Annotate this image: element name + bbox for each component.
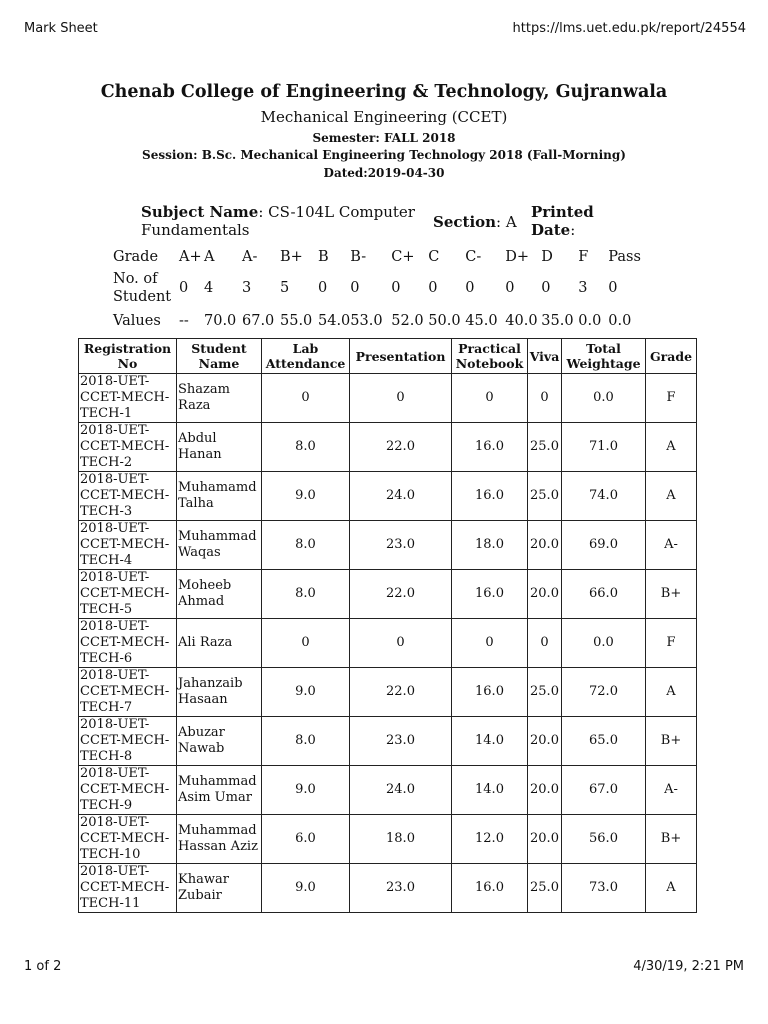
practical-notebook-cell: 16.0 (452, 864, 528, 913)
print-datetime: 4/30/19, 2:21 PM (633, 959, 744, 974)
grade-label: D+ (505, 249, 530, 265)
grade-value: 45.0 (465, 313, 498, 329)
grade-value: 0.0 (578, 313, 602, 329)
grade-cell: B+ (646, 717, 697, 766)
student-count-label: No. of Student (113, 271, 172, 305)
presentation-cell: 22.0 (350, 570, 452, 619)
total-weightage-cell: 69.0 (562, 521, 646, 570)
grade-label: C+ (391, 249, 415, 265)
table-row (79, 423, 697, 472)
practical-notebook-cell: 18.0 (452, 521, 528, 570)
page-number: 1 of 2 (24, 959, 62, 974)
student-count: 0 (608, 280, 618, 296)
grade-label: F (578, 249, 589, 265)
registration-no-cell: 2018-UET-CCET-MECH-TECH-3 (79, 472, 177, 521)
viva-cell: 20.0 (528, 717, 562, 766)
lab-attendance-cell: 8.0 (262, 570, 350, 619)
table-row (79, 619, 697, 668)
session-line: Session: B.Sc. Mechanical Engineering Technology 2018 (Fall-Morning) (142, 148, 626, 162)
presentation-cell: 23.0 (350, 864, 452, 913)
student-count: 3 (242, 280, 252, 296)
grade-row (113, 246, 644, 268)
registration-no-cell: 2018-UET-CCET-MECH-TECH-9 (79, 766, 177, 815)
values-row (113, 308, 644, 334)
grade-value: 53.0 (350, 313, 383, 329)
presentation-cell: 24.0 (350, 766, 452, 815)
total-weightage-cell: 56.0 (562, 815, 646, 864)
student-name-cell: Muhammad Waqas (177, 521, 262, 570)
student-count-row (113, 268, 644, 308)
total-weightage-cell: 0.0 (562, 619, 646, 668)
table-row (79, 521, 697, 570)
grade-value: 54.0 (318, 313, 351, 329)
presentation-header: Presentation (350, 339, 452, 374)
student-name-cell: Abuzar Nawab (177, 717, 262, 766)
grade-label: C- (465, 249, 482, 265)
practical-notebook-cell: 16.0 (452, 472, 528, 521)
student-name-cell: Moheeb Ahmad (177, 570, 262, 619)
registration-no-cell: 2018-UET-CCET-MECH-TECH-10 (79, 815, 177, 864)
table-row (79, 668, 697, 717)
grade-label: B+ (280, 249, 303, 265)
viva-header: Viva (528, 339, 562, 374)
grade-value: 40.0 (505, 313, 538, 329)
section-value: : A (496, 213, 517, 231)
grade-value: 55.0 (280, 313, 313, 329)
viva-cell: 25.0 (528, 472, 562, 521)
registration-no-cell: 2018-UET-CCET-MECH-TECH-1 (79, 374, 177, 423)
student-name-cell: Muhamamd Talha (177, 472, 262, 521)
grade-value: 50.0 (428, 313, 461, 329)
student-count: 4 (204, 280, 214, 296)
practical-notebook-cell: 14.0 (452, 717, 528, 766)
marks-table-header (79, 339, 697, 374)
presentation-cell: 23.0 (350, 521, 452, 570)
subject-info (141, 203, 431, 239)
grade-value: 35.0 (541, 313, 574, 329)
marks-table (78, 338, 697, 913)
viva-cell: 25.0 (528, 668, 562, 717)
registration-no-cell: 2018-UET-CCET-MECH-TECH-8 (79, 717, 177, 766)
student-count: 0 (541, 280, 551, 296)
viva-cell: 20.0 (528, 766, 562, 815)
student-name-cell: Khawar Zubair (177, 864, 262, 913)
table-row (79, 815, 697, 864)
student-count: 0 (465, 280, 475, 296)
registration-no-cell: 2018-UET-CCET-MECH-TECH-11 (79, 864, 177, 913)
semester-line: Semester: FALL 2018 (312, 131, 456, 145)
table-row (79, 766, 697, 815)
table-row (79, 472, 697, 521)
viva-cell: 20.0 (528, 815, 562, 864)
printed-date-info (531, 203, 611, 239)
lab-attendance-cell: 0 (262, 374, 350, 423)
grade-cell: A (646, 864, 697, 913)
lab-attendance-cell: 9.0 (262, 668, 350, 717)
student-count: 5 (280, 280, 290, 296)
grade-label: C (428, 249, 440, 265)
lab-attendance-cell: 9.0 (262, 472, 350, 521)
practical-notebook-cell: 0 (452, 619, 528, 668)
total-weightage-cell: 66.0 (562, 570, 646, 619)
grade-cell: A (646, 423, 697, 472)
values-row-label: Values (113, 313, 161, 329)
student-name-cell: Abdul Hanan (177, 423, 262, 472)
practical-notebook-cell: 16.0 (452, 570, 528, 619)
lab-attendance-cell: 8.0 (262, 423, 350, 472)
printed-date-value: : (570, 221, 576, 239)
grade-label: D (541, 249, 553, 265)
presentation-cell: 18.0 (350, 815, 452, 864)
grade-label: B (318, 249, 329, 265)
grade-distribution-table (113, 246, 644, 334)
total-weightage-cell: 73.0 (562, 864, 646, 913)
practical-notebook-header: Practical Notebook (452, 339, 528, 374)
presentation-cell: 22.0 (350, 423, 452, 472)
college-name: Chenab College of Engineering & Technology, Gujranwala (100, 82, 668, 102)
dated-line: Dated:2019-04-30 (323, 166, 445, 180)
grade-label: Pass (608, 249, 641, 265)
table-row (79, 374, 697, 423)
lab-attendance-cell: 8.0 (262, 717, 350, 766)
grade-value: 70.0 (204, 313, 237, 329)
viva-cell: 25.0 (528, 423, 562, 472)
lab-attendance-cell: 0 (262, 619, 350, 668)
grade-cell: A- (646, 521, 697, 570)
lab-attendance-cell: 6.0 (262, 815, 350, 864)
lab-attendance-cell: 8.0 (262, 521, 350, 570)
student-count: 0 (318, 280, 328, 296)
grade-label: A (204, 249, 215, 265)
total-weightage-cell: 74.0 (562, 472, 646, 521)
presentation-cell: 23.0 (350, 717, 452, 766)
lab-attendance-cell: 9.0 (262, 864, 350, 913)
grade-value: -- (179, 313, 189, 329)
viva-cell: 25.0 (528, 864, 562, 913)
subject-value: : CS-104L Computer Fundamentals (141, 203, 415, 239)
total-weightage-cell: 67.0 (562, 766, 646, 815)
lab-attendance-cell: 9.0 (262, 766, 350, 815)
grade-cell: F (646, 374, 697, 423)
total-weightage-header: Total Weightage (562, 339, 646, 374)
table-row (79, 570, 697, 619)
grade-value: 67.0 (242, 313, 275, 329)
registration-no-cell: 2018-UET-CCET-MECH-TECH-7 (79, 668, 177, 717)
student-name-header: Student Name (177, 339, 262, 374)
student-count: 0 (505, 280, 515, 296)
viva-cell: 20.0 (528, 570, 562, 619)
student-name-cell: Muhammad Hassan Aziz (177, 815, 262, 864)
practical-notebook-cell: 12.0 (452, 815, 528, 864)
practical-notebook-cell: 16.0 (452, 423, 528, 472)
student-name-cell: Muhammad Asim Umar (177, 766, 262, 815)
registration-no-cell: 2018-UET-CCET-MECH-TECH-4 (79, 521, 177, 570)
total-weightage-cell: 71.0 (562, 423, 646, 472)
practical-notebook-cell: 16.0 (452, 668, 528, 717)
grade-value: 0.0 (608, 313, 632, 329)
practical-notebook-cell: 14.0 (452, 766, 528, 815)
lab-attendance-header: Lab Attendance (262, 339, 350, 374)
student-count: 3 (578, 280, 588, 296)
practical-notebook-cell: 0 (452, 374, 528, 423)
marks-table-body (79, 374, 697, 913)
grade-header: Grade (646, 339, 697, 374)
grade-cell: A (646, 472, 697, 521)
section-label: Section (433, 213, 497, 231)
table-row (79, 864, 697, 913)
viva-cell: 0 (528, 619, 562, 668)
page-header-url: https://lms.uet.edu.pk/report/24554 (512, 21, 746, 36)
grade-row-label: Grade (113, 249, 159, 265)
grade-label: B- (350, 249, 367, 265)
page-header-title: Mark Sheet (24, 21, 98, 36)
presentation-cell: 24.0 (350, 472, 452, 521)
total-weightage-cell: 65.0 (562, 717, 646, 766)
grade-cell: A- (646, 766, 697, 815)
grade-cell: B+ (646, 570, 697, 619)
total-weightage-cell: 72.0 (562, 668, 646, 717)
registration-no-cell: 2018-UET-CCET-MECH-TECH-5 (79, 570, 177, 619)
presentation-cell: 22.0 (350, 668, 452, 717)
registration-no-cell: 2018-UET-CCET-MECH-TECH-6 (79, 619, 177, 668)
grade-value: 52.0 (391, 313, 424, 329)
presentation-cell: 0 (350, 619, 452, 668)
total-weightage-cell: 0.0 (562, 374, 646, 423)
grade-cell: A (646, 668, 697, 717)
grade-label: A+ (179, 249, 202, 265)
viva-cell: 20.0 (528, 521, 562, 570)
grade-label: A- (242, 249, 258, 265)
department-name: Mechanical Engineering (CCET) (260, 108, 508, 126)
grade-cell: F (646, 619, 697, 668)
table-row (79, 717, 697, 766)
student-name-cell: Ali Raza (177, 619, 262, 668)
student-count: 0 (391, 280, 401, 296)
viva-cell: 0 (528, 374, 562, 423)
printed-date-label: Printed Date (531, 203, 594, 239)
registration-no-cell: 2018-UET-CCET-MECH-TECH-2 (79, 423, 177, 472)
student-count: 0 (350, 280, 360, 296)
student-name-cell: Shazam Raza (177, 374, 262, 423)
presentation-cell: 0 (350, 374, 452, 423)
student-name-cell: Jahanzaib Hasaan (177, 668, 262, 717)
grade-cell: B+ (646, 815, 697, 864)
section-info (433, 213, 517, 231)
registration-no-header: Registration No (79, 339, 177, 374)
student-count: 0 (428, 280, 438, 296)
student-count: 0 (179, 280, 189, 296)
subject-label: Subject Name (141, 203, 259, 221)
